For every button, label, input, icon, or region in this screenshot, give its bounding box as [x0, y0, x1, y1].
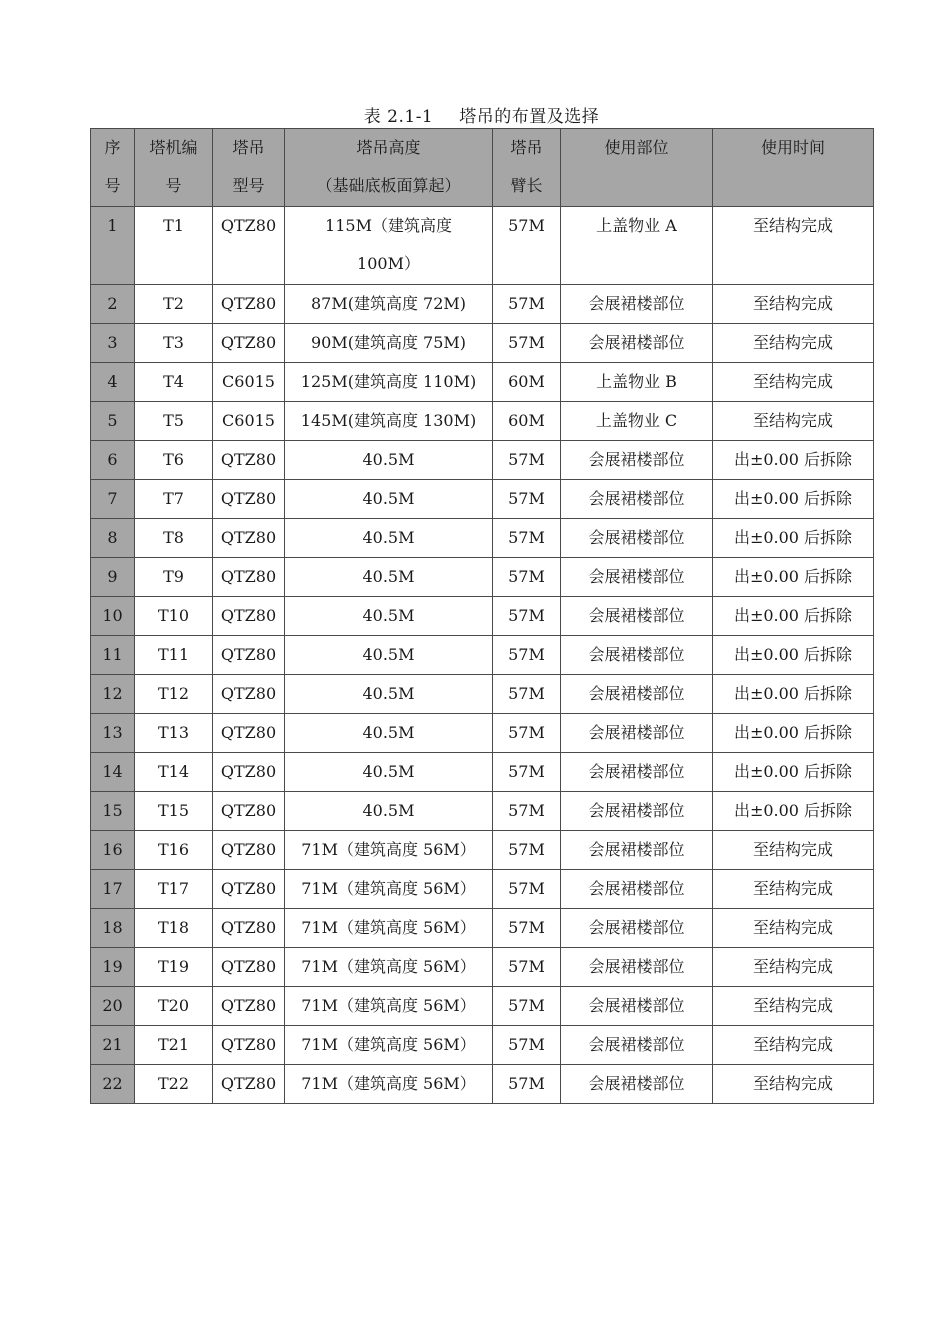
cell-height: 125M(建筑高度 110M) [285, 363, 493, 402]
cell-crane-id: T3 [135, 324, 213, 363]
cell-height: 71M（建筑高度 56M） [285, 831, 493, 870]
cell-duration: 出±0.00 后拆除 [713, 714, 874, 753]
table-row [91, 870, 874, 909]
tower-crane-table [90, 128, 874, 1104]
cell-model: QTZ80 [213, 870, 285, 909]
cell-duration: 至结构完成 [713, 870, 874, 909]
cell-location: 会展裙楼部位 [561, 948, 713, 987]
table-row [91, 441, 874, 480]
cell-duration: 出±0.00 后拆除 [713, 753, 874, 792]
cell-arm-length: 57M [493, 675, 561, 714]
cell-arm-length: 57M [493, 558, 561, 597]
cell-arm-length: 57M [493, 597, 561, 636]
cell-location: 会展裙楼部位 [561, 831, 713, 870]
cell-crane-id: T2 [135, 285, 213, 324]
cell-location: 上盖物业 B [561, 363, 713, 402]
cell-model: QTZ80 [213, 480, 285, 519]
cell-location: 会展裙楼部位 [561, 753, 713, 792]
cell-index: 9 [91, 558, 135, 597]
cell-height: 145M(建筑高度 130M) [285, 402, 493, 441]
cell-model: QTZ80 [213, 285, 285, 324]
cell-height: 87M(建筑高度 72M) [285, 285, 493, 324]
cell-arm-length: 57M [493, 1026, 561, 1065]
cell-model: QTZ80 [213, 597, 285, 636]
cell-height: 40.5M [285, 558, 493, 597]
cell-duration: 至结构完成 [713, 948, 874, 987]
cell-duration: 至结构完成 [713, 1065, 874, 1104]
table-row [91, 519, 874, 558]
table-row [91, 675, 874, 714]
table-row [91, 831, 874, 870]
cell-arm-length: 57M [493, 948, 561, 987]
cell-index: 4 [91, 363, 135, 402]
table-row [91, 948, 874, 987]
cell-crane-id: T5 [135, 402, 213, 441]
header-arm-length: 塔吊 臂长 [493, 129, 561, 207]
cell-index: 18 [91, 909, 135, 948]
cell-index: 5 [91, 402, 135, 441]
cell-index: 14 [91, 753, 135, 792]
cell-location: 会展裙楼部位 [561, 441, 713, 480]
cell-arm-length: 57M [493, 324, 561, 363]
table-row [91, 1065, 874, 1104]
cell-model: QTZ80 [213, 948, 285, 987]
cell-arm-length: 57M [493, 870, 561, 909]
cell-model: QTZ80 [213, 207, 285, 285]
cell-duration: 至结构完成 [713, 1026, 874, 1065]
cell-height: 40.5M [285, 441, 493, 480]
header-location: 使用部位 [561, 129, 713, 207]
cell-height: 71M（建筑高度 56M） [285, 870, 493, 909]
cell-arm-length: 57M [493, 714, 561, 753]
cell-height: 40.5M [285, 675, 493, 714]
cell-model: QTZ80 [213, 441, 285, 480]
cell-location: 会展裙楼部位 [561, 1026, 713, 1065]
table-row [91, 597, 874, 636]
cell-arm-length: 57M [493, 441, 561, 480]
table-row [91, 753, 874, 792]
cell-height: 90M(建筑高度 75M) [285, 324, 493, 363]
cell-duration: 至结构完成 [713, 324, 874, 363]
cell-crane-id: T18 [135, 909, 213, 948]
cell-location: 会展裙楼部位 [561, 285, 713, 324]
cell-index: 11 [91, 636, 135, 675]
cell-height: 40.5M [285, 636, 493, 675]
cell-height: 71M（建筑高度 56M） [285, 1065, 493, 1104]
cell-index: 7 [91, 480, 135, 519]
cell-index: 12 [91, 675, 135, 714]
cell-crane-id: T22 [135, 1065, 213, 1104]
header-crane-id: 塔机编 号 [135, 129, 213, 207]
cell-duration: 至结构完成 [713, 831, 874, 870]
cell-model: QTZ80 [213, 753, 285, 792]
cell-index: 1 [91, 207, 135, 285]
cell-model: QTZ80 [213, 987, 285, 1026]
table-row [91, 987, 874, 1026]
header-model: 塔吊 型号 [213, 129, 285, 207]
cell-duration: 出±0.00 后拆除 [713, 636, 874, 675]
cell-arm-length: 57M [493, 792, 561, 831]
cell-crane-id: T19 [135, 948, 213, 987]
cell-location: 会展裙楼部位 [561, 909, 713, 948]
cell-index: 20 [91, 987, 135, 1026]
cell-duration: 至结构完成 [713, 402, 874, 441]
cell-location: 会展裙楼部位 [561, 870, 713, 909]
cell-duration: 出±0.00 后拆除 [713, 441, 874, 480]
table-header-row [91, 129, 874, 207]
table-row [91, 792, 874, 831]
cell-height: 40.5M [285, 597, 493, 636]
cell-model: QTZ80 [213, 831, 285, 870]
cell-crane-id: T6 [135, 441, 213, 480]
cell-location: 会展裙楼部位 [561, 597, 713, 636]
cell-index: 19 [91, 948, 135, 987]
cell-crane-id: T16 [135, 831, 213, 870]
cell-arm-length: 60M [493, 402, 561, 441]
cell-model: QTZ80 [213, 636, 285, 675]
cell-index: 17 [91, 870, 135, 909]
table-row [91, 363, 874, 402]
table-row [91, 480, 874, 519]
cell-location: 会展裙楼部位 [561, 987, 713, 1026]
cell-duration: 出±0.00 后拆除 [713, 597, 874, 636]
cell-model: C6015 [213, 363, 285, 402]
header-duration: 使用时间 [713, 129, 874, 207]
table-row [91, 402, 874, 441]
cell-crane-id: T10 [135, 597, 213, 636]
cell-location: 会展裙楼部位 [561, 324, 713, 363]
cell-arm-length: 60M [493, 363, 561, 402]
cell-height: 40.5M [285, 753, 493, 792]
cell-index: 15 [91, 792, 135, 831]
cell-arm-length: 57M [493, 753, 561, 792]
cell-crane-id: T8 [135, 519, 213, 558]
cell-location: 会展裙楼部位 [561, 792, 713, 831]
cell-model: QTZ80 [213, 909, 285, 948]
cell-arm-length: 57M [493, 831, 561, 870]
cell-location: 会展裙楼部位 [561, 558, 713, 597]
cell-model: QTZ80 [213, 558, 285, 597]
cell-arm-length: 57M [493, 519, 561, 558]
cell-location: 会展裙楼部位 [561, 636, 713, 675]
cell-model: QTZ80 [213, 1065, 285, 1104]
cell-height: 40.5M [285, 714, 493, 753]
cell-crane-id: T15 [135, 792, 213, 831]
cell-model: QTZ80 [213, 519, 285, 558]
cell-duration: 至结构完成 [713, 987, 874, 1026]
table-row [91, 1026, 874, 1065]
cell-index: 10 [91, 597, 135, 636]
cell-duration: 出±0.00 后拆除 [713, 519, 874, 558]
cell-model: QTZ80 [213, 714, 285, 753]
cell-crane-id: T1 [135, 207, 213, 285]
cell-index: 16 [91, 831, 135, 870]
cell-arm-length: 57M [493, 285, 561, 324]
cell-crane-id: T20 [135, 987, 213, 1026]
cell-arm-length: 57M [493, 909, 561, 948]
cell-crane-id: T12 [135, 675, 213, 714]
cell-index: 13 [91, 714, 135, 753]
table-row [91, 714, 874, 753]
cell-arm-length: 57M [493, 636, 561, 675]
cell-duration: 出±0.00 后拆除 [713, 675, 874, 714]
cell-location: 会展裙楼部位 [561, 714, 713, 753]
table-row [91, 207, 874, 285]
table-body [91, 207, 874, 1104]
table-number: 表 2.1-1 [363, 107, 434, 127]
header-height: 塔吊高度 （基础底板面算起） [285, 129, 493, 207]
cell-duration: 出±0.00 后拆除 [713, 558, 874, 597]
header-index: 序 号 [91, 129, 135, 207]
cell-duration: 至结构完成 [713, 207, 874, 285]
cell-height: 40.5M [285, 480, 493, 519]
cell-arm-length: 57M [493, 480, 561, 519]
cell-height: 71M（建筑高度 56M） [285, 1026, 493, 1065]
cell-model: QTZ80 [213, 1026, 285, 1065]
cell-location: 会展裙楼部位 [561, 1065, 713, 1104]
table-row [91, 636, 874, 675]
cell-arm-length: 57M [493, 987, 561, 1026]
cell-location: 会展裙楼部位 [561, 675, 713, 714]
cell-height: 115M（建筑高度 100M） [285, 207, 493, 285]
cell-duration: 出±0.00 后拆除 [713, 792, 874, 831]
cell-location: 上盖物业 A [561, 207, 713, 285]
cell-crane-id: T13 [135, 714, 213, 753]
cell-crane-id: T21 [135, 1026, 213, 1065]
cell-duration: 出±0.00 后拆除 [713, 480, 874, 519]
cell-crane-id: T14 [135, 753, 213, 792]
cell-height: 40.5M [285, 519, 493, 558]
cell-crane-id: T9 [135, 558, 213, 597]
table-row [91, 285, 874, 324]
cell-model: QTZ80 [213, 792, 285, 831]
cell-index: 6 [91, 441, 135, 480]
table-row [91, 324, 874, 363]
cell-index: 22 [91, 1065, 135, 1104]
cell-arm-length: 57M [493, 207, 561, 285]
cell-location: 上盖物业 C [561, 402, 713, 441]
table-row [91, 558, 874, 597]
cell-crane-id: T7 [135, 480, 213, 519]
cell-model: C6015 [213, 402, 285, 441]
cell-crane-id: T11 [135, 636, 213, 675]
cell-model: QTZ80 [213, 675, 285, 714]
cell-height: 71M（建筑高度 56M） [285, 987, 493, 1026]
cell-index: 3 [91, 324, 135, 363]
cell-location: 会展裙楼部位 [561, 519, 713, 558]
cell-height: 71M（建筑高度 56M） [285, 948, 493, 987]
cell-arm-length: 57M [493, 1065, 561, 1104]
cell-height: 71M（建筑高度 56M） [285, 909, 493, 948]
cell-index: 8 [91, 519, 135, 558]
table-row [91, 909, 874, 948]
cell-height: 40.5M [285, 792, 493, 831]
cell-index: 2 [91, 285, 135, 324]
cell-index: 21 [91, 1026, 135, 1065]
cell-duration: 至结构完成 [713, 909, 874, 948]
cell-crane-id: T4 [135, 363, 213, 402]
cell-duration: 至结构完成 [713, 285, 874, 324]
table-title: 塔吊的布置及选择 [459, 107, 600, 127]
cell-crane-id: T17 [135, 870, 213, 909]
table-caption [0, 102, 950, 127]
cell-model: QTZ80 [213, 324, 285, 363]
cell-duration: 至结构完成 [713, 363, 874, 402]
cell-location: 会展裙楼部位 [561, 480, 713, 519]
